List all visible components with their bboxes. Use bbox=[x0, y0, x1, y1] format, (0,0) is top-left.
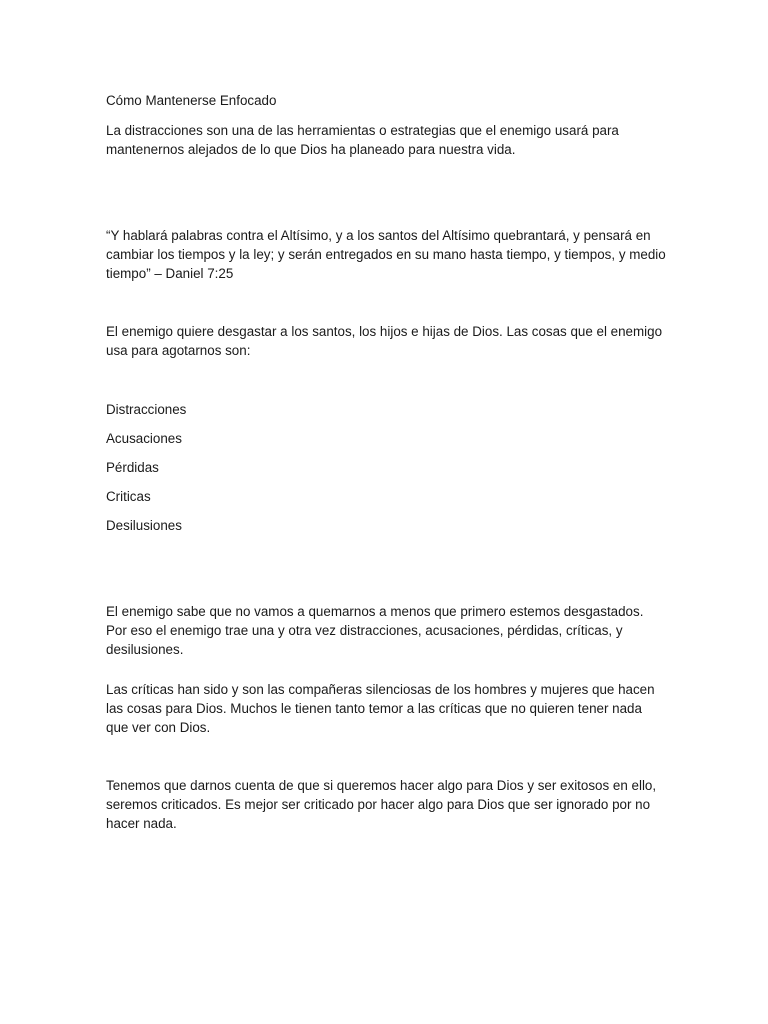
paragraph-success: Tenemos que darnos cuenta de que si queremos hacer algo para Dios y ser exitosos en ello, seremos criticados. Es mejor ser criticado por hacer algo para Dios que ser ignorado por no hacer nada. bbox=[106, 778, 657, 831]
paragraph-burnout: El enemigo sabe que no vamos a quemarnos a menos que primero estemos desgastados. Por eso el enemigo trae una y otra vez distracciones, acusaciones, pérdidas, críticas, y desilusiones. bbox=[106, 604, 644, 657]
list-item: Criticas bbox=[106, 489, 151, 504]
intro-paragraph: La distracciones son una de las herramientas o estrategias que el enemigo usará para mantenernos alejados de lo que Dios ha planeado para nuestra vida. bbox=[106, 123, 619, 157]
list-item: Distracciones bbox=[106, 402, 187, 417]
list-item: Pérdidas bbox=[106, 460, 159, 475]
scripture-quote: “Y hablará palabras contra el Altísimo, y a los santos del Altísimo quebrantará, y pensará en cambiar los tiempos y la ley; y serán entregados en su mano hasta tiempo, y tiempos, y medio tiempo” – Daniel 7:25 bbox=[106, 228, 666, 281]
paragraph-criticism: Las críticas han sido y son las compañeras silenciosas de los hombres y mujeres que hacen las cosas para Dios. Muchos le tienen tanto temor a las críticas que no quieren tener nada que ver con Dios. bbox=[106, 682, 655, 735]
list-item: Acusaciones bbox=[106, 431, 182, 446]
list-item: Desilusiones bbox=[106, 518, 182, 533]
enemy-intro-paragraph: El enemigo quiere desgastar a los santos, los hijos e hijas de Dios. Las cosas que el enemigo usa para agotarnos son: bbox=[106, 324, 663, 358]
document-title: Cómo Mantenerse Enfocado bbox=[106, 93, 277, 108]
